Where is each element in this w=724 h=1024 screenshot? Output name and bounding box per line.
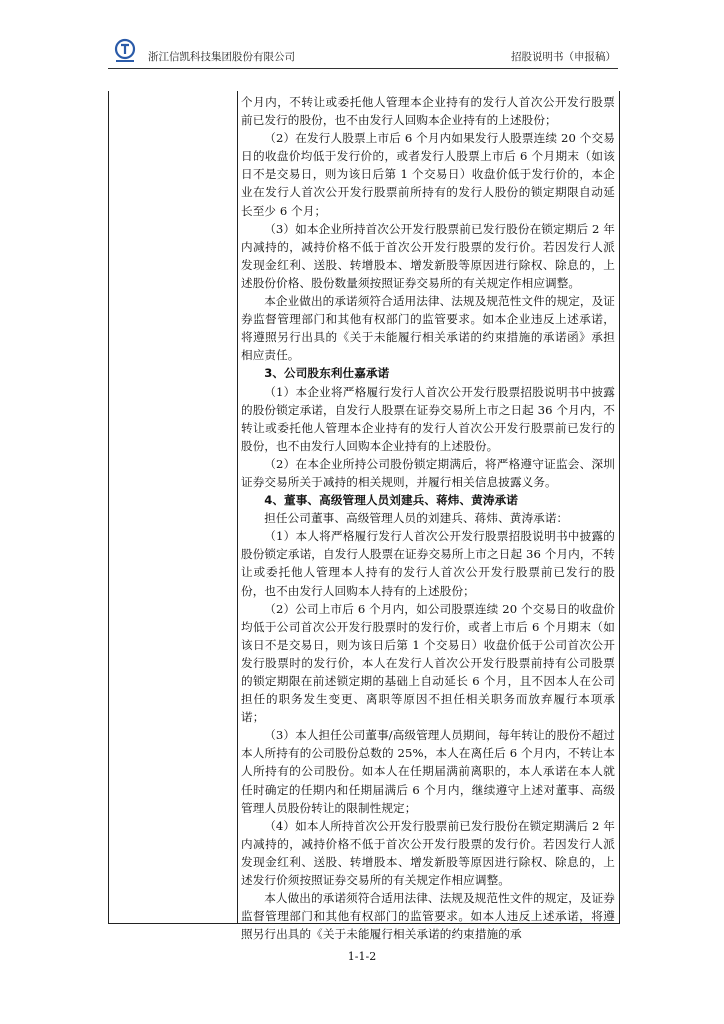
section-heading: 4、董事、高级管理人员刘建兵、蒋炜、黄涛承诺 <box>264 493 518 508</box>
paragraph: 本企业做出的承诺须符合适用法律、法规及规范性文件的规定，及证券监督管理部门和其他有权部门的监管要求。如本企业违反上述承诺，将遵照另行出具的《关于未能履行相关承诺的约束措施的承诺函》承担相应责任。 <box>241 294 616 363</box>
commitment-text-cell <box>241 93 615 943</box>
paragraph: （1）本企业将严格履行发行人首次公开发行股票招股说明书中披露的股份锁定承诺，自发行人股票在证券交易所上市之日起 36 个月内，不转让或委托他人管理本企业持有的发行人首次公开发行股票前已发行的股份，也不由发行人回购本企业持有的上述股份。 <box>241 384 615 453</box>
page-number: 1-1-2 <box>347 950 377 963</box>
paragraph: （4）如本人所持首次公开发行股票前已发行股份在锁定期满后 2 年内减持的，减持价格不低于首次公开发行股票的发行价。若因发行人派发现金红利、送股、转增股本、增发新股等原因进行除权、除息的，上述发行价须按照证券交易所的有关规定作相应调整。 <box>241 818 615 888</box>
paragraph: 担任公司董事、高级管理人员的刘建兵、蒋炜、黄涛承诺： <box>264 511 569 526</box>
paragraph: （3）如本企业所持首次公开发行股票前已发行股份在锁定期后 2 年内减持的，减持价格不低于首次公开发行股票的发行价。若因发行人派发现金红利、送股、转增股本、增发新股等原因进行除权、除息的，上述股份价格、股份数量须按照证券交易所的有关规定作相应调整。 <box>241 221 615 290</box>
paragraph: 个月内，不转让或委托他人管理本企业持有的发行人首次公开发行股票前已发行的股份，也不由发行人回购本企业持有的上述股份； <box>241 95 615 128</box>
content-table <box>108 91 620 942</box>
company-name: 浙江信凯科技集团股份有限公司 <box>148 51 295 63</box>
paragraph: 本人做出的承诺须符合适用法律、法规及规范性文件的规定，及证券监督管理部门和其他有权部门的监管要求。如本人违反上述承诺，将遵照另行出具的《关于未能履行相关承诺的约束措施的承 <box>241 891 616 942</box>
paragraph: （2）在本企业所持公司股份锁定期满后，将严格遵守证监会、深圳证券交易所关于减持的相关规则，并履行相关信息披露义务。 <box>241 456 615 489</box>
company-logo-icon <box>112 38 138 64</box>
paragraph: （2）公司上市后 6 个月内，如公司股票连续 20 个交易日的收盘价均低于公司首次公开发行股票时的发行价，或者上市后 6 个月期末（如该日不是交易日，则为该日后第 1 个交易日）收盘价低于公司首次公开发行股票时的发行价，本人在发行人首次公开发行股票前持有公司股票的锁定期限在前述锁定期的基础上自动延长 6 个月，且不因本人在公司担任的职务发生变更、离职等原因不担任相关职务而放弃履行本项承诺； <box>241 601 615 725</box>
paragraph: （3）本人担任公司董事/高级管理人员期间，每年转让的股份不超过本人所持有的公司股份总数的 25%，本人在离任后 6 个月内，不转让本人所持有的公司股份。如本人在任期届满前离职的，本人承诺在本人就任时确定的任期内和任期届满后 6 个月内，继续遵守上述对董事、高级管理人员股份转让的限制性规定； <box>241 728 615 815</box>
section-heading: 3、公司股东利仕嘉承诺 <box>264 366 390 381</box>
paragraph: （2）在发行人股票上市后 6 个月内如果发行人股票连续 20 个交易日的收盘价均低于发行价的，或者发行人股票上市后 6 个月期末（如该日不是交易日，则为该日后第 1 个交易日）收盘价低于发行价的，本企业在发行人首次公开发行股票前所持有的发行人股份的锁定期限自动延长至少 6 个月； <box>241 131 615 218</box>
page-header <box>108 38 618 69</box>
empty-left-column <box>109 91 238 923</box>
paragraph: （1）本人将严格履行发行人首次公开发行股票招股说明书中披露的股份锁定承诺，自发行人股票在证券交易所上市之日起 36 个月内，不转让或委托他人管理本人持有的发行人首次公开发行股票前已发行的股份，也不由发行人回购本人持有的上述股份； <box>241 529 615 598</box>
document-type: 招股说明书（申报稿） <box>511 51 616 63</box>
